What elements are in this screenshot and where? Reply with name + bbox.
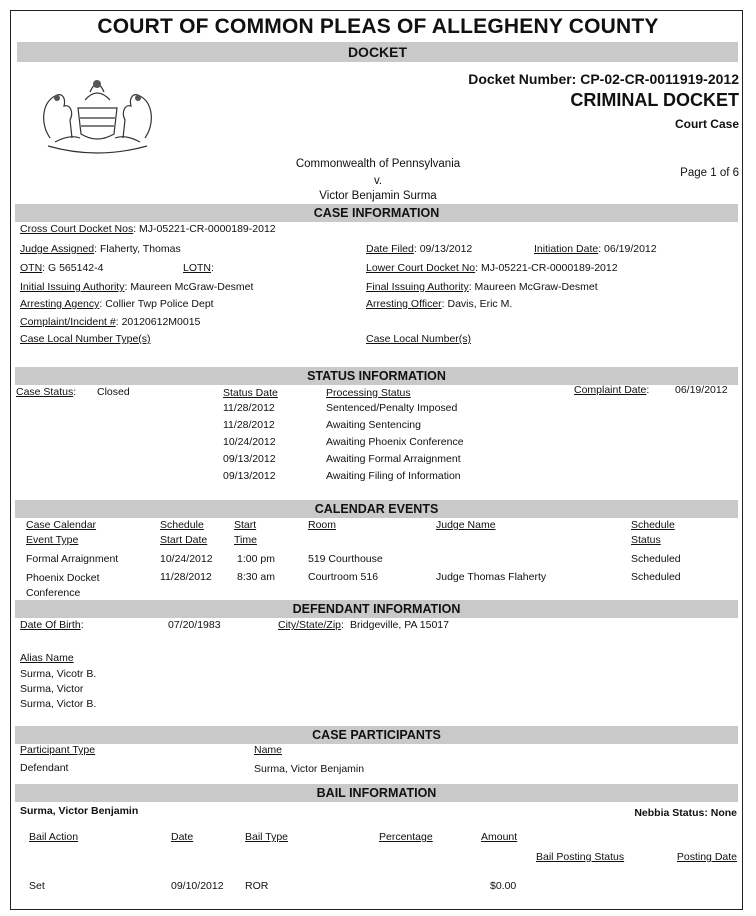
complaint-date-label: Complaint Date (574, 384, 647, 396)
cross-court-label: Cross Court Docket Nos (20, 223, 134, 235)
col-room: Room (308, 519, 337, 531)
col-event-type-1: Case Calendar (26, 519, 97, 531)
calendar-row-event: Phoenix Docket (26, 572, 100, 584)
alias-name-header: Alias Name (20, 652, 74, 664)
city-value: Bridgeville, PA 15017 (349, 619, 449, 631)
alias-item: Surma, Victor B. (20, 698, 97, 710)
initiation-date (534, 243, 657, 255)
complaint-label: Complaint/Incident # (20, 316, 116, 328)
calendar-row-date: 11/28/2012 (160, 571, 212, 583)
cross-court-docket (20, 223, 276, 235)
page-number: Page 1 of 6 (680, 167, 739, 179)
arresting-agency (20, 298, 214, 310)
bail-information-header: BAIL INFORMATION (15, 784, 738, 802)
complaint-date-colon: : (646, 384, 650, 396)
otn (20, 262, 103, 274)
city-state-zip (278, 619, 449, 631)
date-filed-label: Date Filed (366, 243, 414, 255)
complaint-date-value: 06/19/2012 (675, 384, 728, 396)
bail-defendant-name: Surma, Victor Benjamin (20, 805, 139, 817)
complaint-date (574, 384, 649, 396)
case-status-colon: : (73, 386, 77, 398)
arresting-officer (366, 298, 512, 310)
dob-label: Date Of Birth (20, 619, 81, 631)
col-schedule-status-1: Schedule (631, 519, 675, 531)
calendar-row-time: 1:00 pm (237, 553, 275, 565)
col-start-2: Time (234, 534, 257, 546)
arresting-agency-label: Arresting Agency (20, 298, 100, 310)
col-bail-action: Bail Action (29, 831, 79, 843)
col-start-1: Start (234, 519, 257, 531)
caption-versus: v. (373, 175, 383, 187)
lower-court-docket (366, 262, 618, 274)
participant-name: Surma, Victor Benjamin (254, 763, 365, 775)
status-row-date: 09/13/2012 (223, 453, 276, 465)
case-local-number-label: Case Local Number(s) (366, 333, 472, 345)
calendar-row-status: Scheduled (631, 553, 681, 565)
status-row-date: 09/13/2012 (223, 470, 276, 482)
calendar-row-room: 519 Courthouse (308, 553, 383, 565)
processing-status-header: Processing Status (326, 387, 411, 399)
lotn-value: : (211, 262, 214, 274)
alias-item: Surma, Vicotr B. (20, 668, 97, 680)
status-row-status: Awaiting Phoenix Conference (326, 436, 464, 448)
calendar-row-judge: Judge Thomas Flaherty (436, 571, 547, 583)
participant-type: Defendant (20, 762, 69, 774)
lower-court-value: : MJ-05221-CR-0000189-2012 (475, 262, 618, 274)
defendant-information-header: DEFENDANT INFORMATION (15, 600, 738, 618)
col-event-type-2: Event Type (26, 534, 79, 546)
calendar-row-date: 10/24/2012 (160, 553, 213, 565)
otn-value: : G 565142-4 (42, 262, 104, 274)
col-bail-percentage: Percentage (379, 831, 433, 843)
col-participant-name: Name (254, 744, 283, 756)
city-colon: : (341, 619, 344, 631)
arresting-officer-label: Arresting Officer (366, 298, 442, 310)
final-issuing-authority (366, 281, 598, 293)
case-local-number-type-label: Case Local Number Type(s) (20, 333, 151, 345)
case-status (16, 386, 76, 398)
status-row-date: 11/28/2012 (223, 402, 275, 414)
col-participant-type: Participant Type (20, 744, 96, 756)
col-bail-date: Date (171, 831, 194, 843)
lotn-label: LOTN (183, 262, 212, 274)
calendar-row-time: 8:30 am (237, 571, 275, 583)
calendar-row-status: Scheduled (631, 571, 681, 583)
status-row-status: Sentenced/Penalty Imposed (326, 402, 458, 414)
status-row-status: Awaiting Formal Arraignment (326, 453, 461, 465)
initial-issuing-authority (20, 281, 253, 293)
lotn (183, 262, 214, 274)
judge-value: : Flaherty, Thomas (94, 243, 181, 255)
city-label: City/State/Zip (278, 619, 342, 631)
calendar-row-room: Courtroom 516 (308, 571, 379, 583)
init-date-value: : 06/19/2012 (598, 243, 657, 255)
docket-bar: DOCKET (17, 42, 738, 62)
caption-defendant: Victor Benjamin Surma (319, 190, 437, 202)
case-information-header: CASE INFORMATION (15, 204, 738, 222)
nebbia-status: Nebbia Status: None (634, 807, 737, 819)
caption-plaintiff: Commonwealth of Pennsylvania (295, 158, 461, 170)
col-schedule-1: Schedule (160, 519, 204, 531)
judge-label: Judge Assigned (20, 243, 95, 255)
case-status-value: Closed (97, 386, 130, 398)
col-posting-date: Posting Date (676, 851, 737, 863)
status-row-status: Awaiting Sentencing (326, 419, 421, 431)
court-case-label: Court Case (674, 117, 739, 131)
col-judge-name: Judge Name (436, 519, 496, 531)
lower-court-label: Lower Court Docket No (366, 262, 476, 274)
bail-row-amount: $0.00 (490, 880, 517, 892)
col-schedule-2: Start Date (160, 534, 208, 546)
status-row-date: 11/28/2012 (223, 419, 275, 431)
bail-row-action: Set (29, 880, 45, 892)
court-title: COURT OF COMMON PLEAS OF ALLEGHENY COUNTY (97, 15, 659, 38)
status-row-status: Awaiting Filing of Information (326, 470, 461, 482)
pennsylvania-seal-icon (30, 68, 165, 154)
case-status-label: Case Status (16, 386, 74, 398)
status-row-date: 10/24/2012 (223, 436, 276, 448)
bail-row-date: 09/10/2012 (171, 880, 224, 892)
final-auth-label: Final Issuing Authority (366, 281, 469, 293)
col-bail-posting-status: Bail Posting Status (536, 851, 625, 863)
arresting-agency-value: : Collier Twp Police Dept (99, 298, 214, 310)
date-filed-value: : 09/13/2012 (413, 243, 473, 255)
dob-colon: : (80, 619, 84, 631)
cross-court-value: : MJ-05221-CR-0000189-2012 (133, 223, 276, 235)
dob-value: 07/20/1983 (168, 619, 221, 631)
col-schedule-status-2: Status (631, 534, 661, 546)
calendar-row-event: Formal Arraignment (26, 553, 119, 565)
date-filed (366, 243, 472, 255)
calendar-events-header: CALENDAR EVENTS (15, 500, 738, 518)
status-date-header: Status Date (223, 387, 278, 399)
arresting-officer-value: : Davis, Eric M. (441, 298, 513, 310)
status-information-header: STATUS INFORMATION (15, 367, 738, 385)
otn-label: OTN (20, 262, 43, 274)
complaint-value: : 20120612M0015 (115, 316, 201, 328)
docket-number: Docket Number: CP-02-CR-0011919-2012 (468, 71, 739, 87)
initial-auth-label: Initial Issuing Authority (20, 281, 125, 293)
init-date-label: Initiation Date (534, 243, 599, 255)
judge-assigned (20, 243, 181, 255)
case-participants-header: CASE PARTICIPANTS (15, 726, 738, 744)
complaint-incident (20, 316, 200, 328)
calendar-row-event-line2: Conference (26, 587, 81, 599)
col-bail-type: Bail Type (245, 831, 288, 843)
alias-item: Surma, Victor (20, 683, 84, 695)
date-of-birth (20, 619, 84, 631)
bail-row-type: ROR (245, 880, 269, 892)
final-auth-value: : Maureen McGraw-Desmet (468, 281, 598, 293)
docket-type: CRIMINAL DOCKET (570, 90, 739, 110)
col-bail-amount: Amount (481, 831, 518, 843)
initial-auth-value: : Maureen McGraw-Desmet (124, 281, 254, 293)
